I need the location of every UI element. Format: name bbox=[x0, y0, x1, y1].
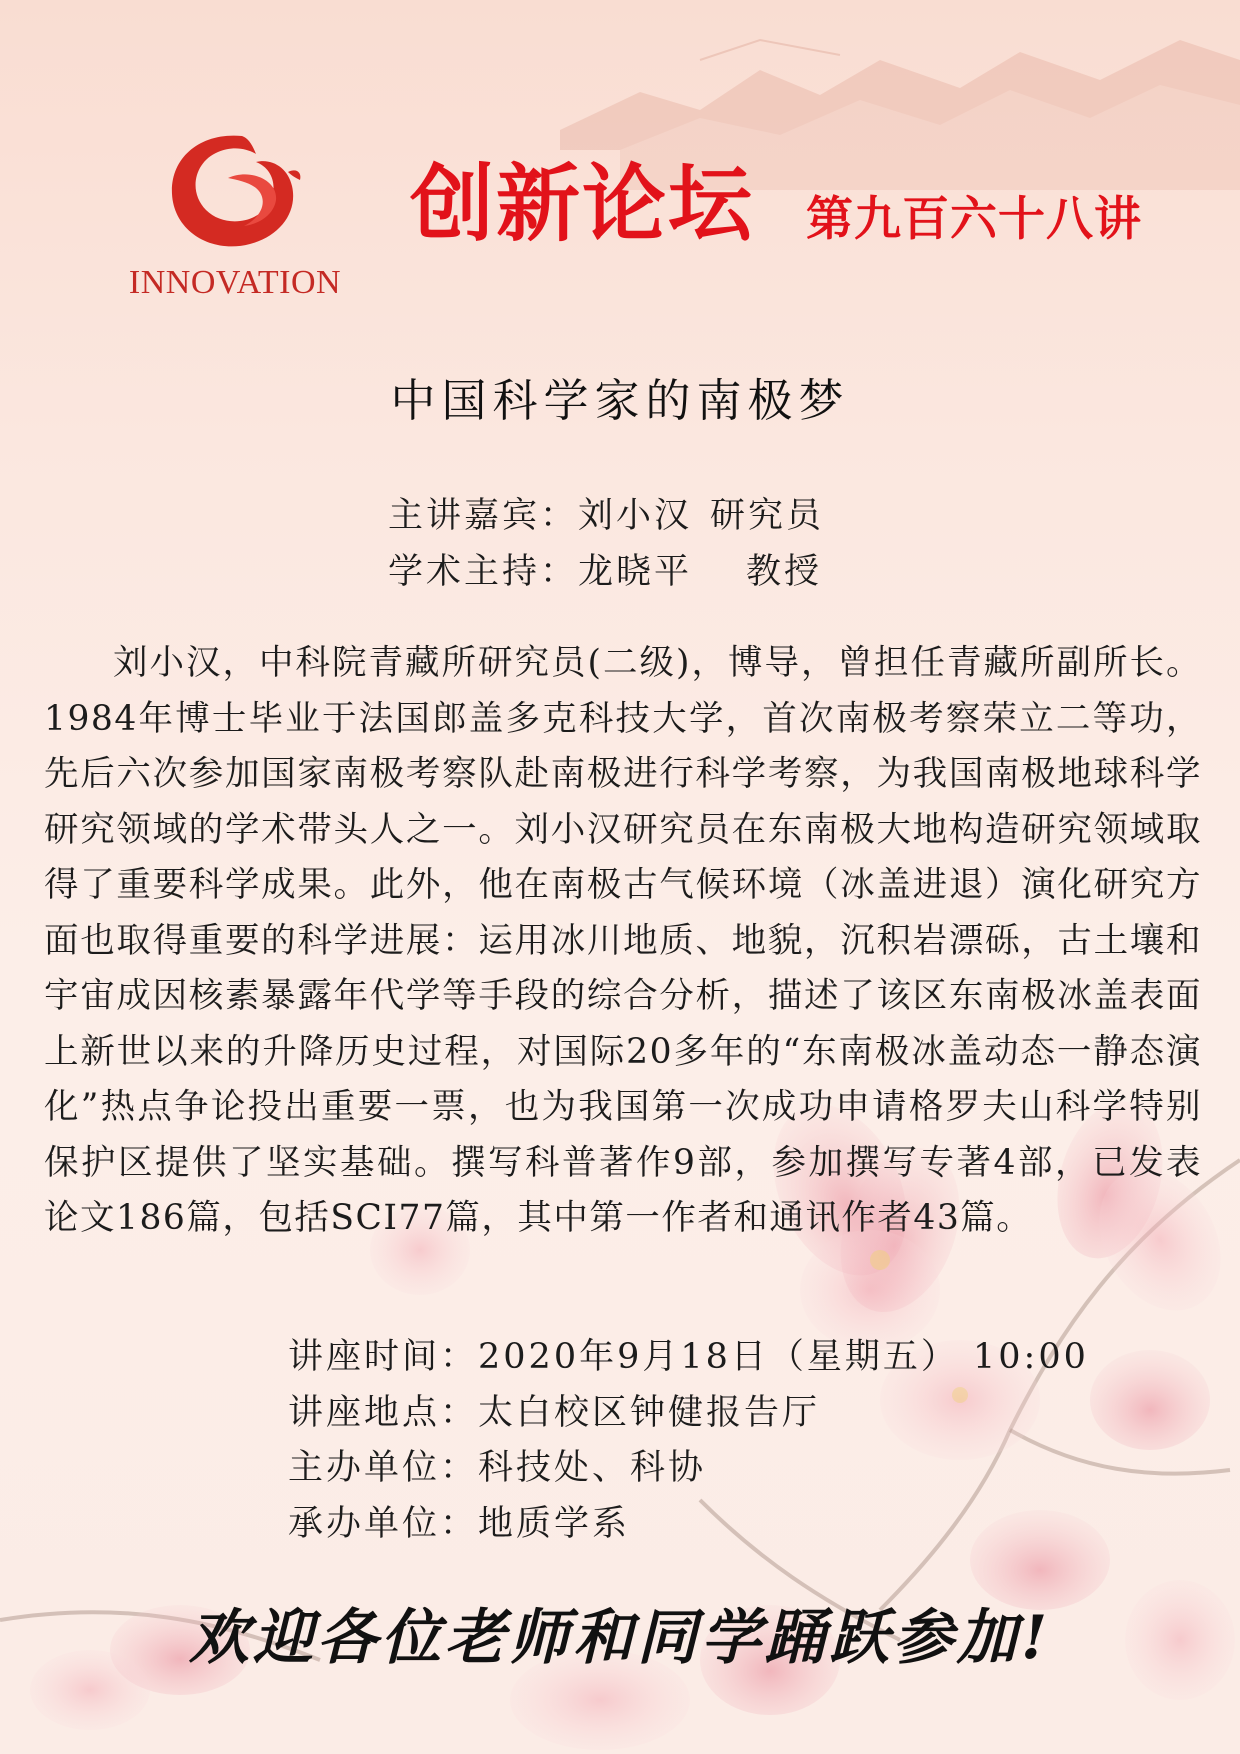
organizer-row bbox=[288, 1441, 1089, 1497]
welcome-message: 欢迎各位老师和同学踊跃参加! bbox=[188, 1603, 1052, 1673]
speaker-row bbox=[388, 488, 824, 544]
talk-title: 中国科学家的南极梦 bbox=[390, 374, 850, 427]
organizer-value: 科技处、科协 bbox=[478, 1448, 707, 1488]
people-block bbox=[388, 488, 824, 600]
place-value: 太白校区钟健报告厅 bbox=[478, 1392, 821, 1433]
speaker-bio: 刘小汉，中科院青藏所研究员(二级)，博导，曾担任青藏所副所长。1984年博士毕业于法国郎盖多克科技大学，首次南极考察荣立二等功，先后六次参加国家南极考察队赴南极进行科学考察，为我国南极地球科学研究领域的学术带头人之一。刘小汉研究员在东南极大地构造研究领域取得了重要科学成果。此外，他在南极古气候环境（冰盖进退）演化研究方面也取得重要的科学进展：运用冰川地质、地貌，沉积岩漂砾，古土壤和宇宙成因核素暴露年代学等手段的综合分析，描述了该区东南极冰盖表面上新世以来的升降历史过程，对国际20多年的“东南极冰盖动态一静态演化”热点争论投出重要一票，也为我国第一次成功申请格罗夫山科学特别保护区提供了坚实基础。撰写科普著作9部，参加撰写专著4部，已发表论文186篇，包括SCI77篇，其中第一作者和通讯作者43篇。 bbox=[44, 643, 1202, 1238]
place-label: 讲座地点： bbox=[288, 1392, 479, 1433]
speaker-title: 研究员 bbox=[710, 496, 825, 536]
time-value: 2020年9月18日（星期五） 10:00 bbox=[478, 1337, 1089, 1377]
forum-title: 创新论坛 bbox=[410, 155, 755, 253]
host-label: 学术主持： bbox=[388, 552, 579, 592]
host-name: 龙晓平 bbox=[578, 552, 693, 592]
undertaker-row bbox=[288, 1497, 1089, 1553]
place-row bbox=[288, 1386, 1089, 1442]
lecture-number: 第九百六十八讲 bbox=[806, 192, 1142, 247]
speaker-label: 主讲嘉宾： bbox=[388, 496, 579, 536]
event-info bbox=[288, 1330, 1089, 1552]
time-row bbox=[288, 1330, 1089, 1386]
time-label: 讲座时间： bbox=[288, 1337, 479, 1377]
logo bbox=[120, 128, 350, 308]
logo-text: INNOVATION bbox=[128, 264, 342, 301]
host-row bbox=[388, 544, 824, 600]
speaker-name: 刘小汉 bbox=[578, 496, 693, 536]
organizer-label: 主办单位： bbox=[288, 1448, 479, 1488]
host-title: 教授 bbox=[746, 552, 823, 592]
innovation-swirl-icon bbox=[160, 128, 310, 258]
undertaker-label: 承办单位： bbox=[288, 1503, 479, 1544]
undertaker-value: 地质学系 bbox=[478, 1503, 631, 1544]
